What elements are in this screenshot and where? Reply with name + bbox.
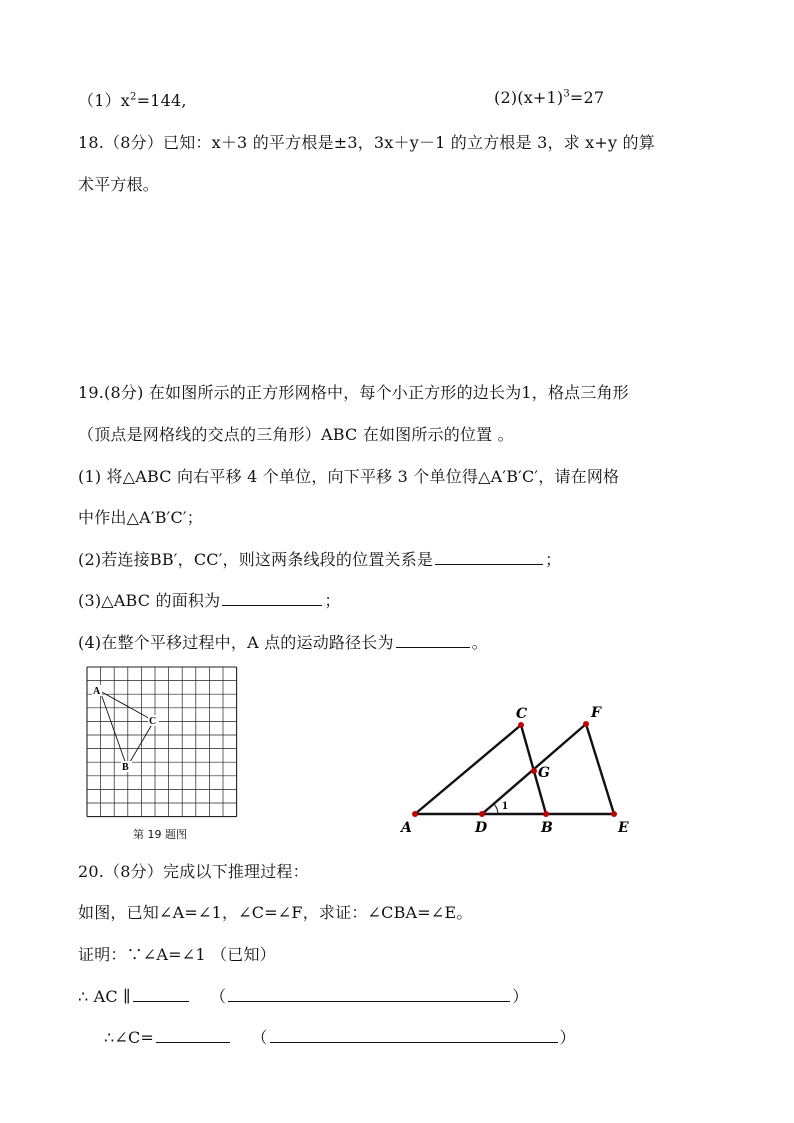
q20-line5-paren-open: （ bbox=[251, 1028, 268, 1047]
q19-line3: (1) 将△ABC 向右平移 4 个单位，向下平移 3 个单位得△A′B′C′，请在网格 bbox=[78, 467, 620, 486]
q19-line2: （顶点是网格线的交点的三角形）ABC 在如图所示的位置 。 bbox=[78, 425, 514, 444]
triangle-abc bbox=[100, 691, 157, 767]
q20-line5-paren-close: ） bbox=[559, 1028, 576, 1047]
q20-line4-paren-open: （ bbox=[210, 987, 227, 1006]
geo-label-a: A bbox=[401, 820, 412, 835]
q19-line4: 中作出△A′B′C′； bbox=[78, 508, 203, 527]
q17-part2-exponent: 3 bbox=[563, 88, 570, 100]
geo-label-d: D bbox=[475, 820, 488, 835]
geo-label-angle-1: 1 bbox=[502, 798, 508, 812]
point-f bbox=[583, 721, 589, 727]
point-g bbox=[531, 768, 537, 774]
q20-line4-paren-close: ） bbox=[512, 987, 529, 1006]
point-c bbox=[518, 722, 524, 728]
answer-blank-reason-1[interactable] bbox=[228, 987, 510, 1002]
geo-label-b: B bbox=[541, 820, 553, 835]
q19-line6-end: ； bbox=[324, 591, 341, 610]
q19-line7-text: (4)在整个平移过程中，A 点的运动路径长为 bbox=[78, 633, 394, 652]
q19-line5-end: ； bbox=[545, 550, 562, 569]
answer-blank-parallel-line[interactable] bbox=[133, 987, 189, 1002]
q17-part2 bbox=[494, 88, 604, 107]
q17-part1-suffix: =144, bbox=[136, 91, 187, 110]
point-e bbox=[611, 811, 617, 817]
point-b bbox=[543, 811, 549, 817]
q19-line6 bbox=[78, 588, 341, 611]
q17-part2-suffix: =27 bbox=[569, 88, 605, 107]
q20-line1: 20.（8分）完成以下推理过程： bbox=[78, 862, 309, 881]
geo-label-c: C bbox=[516, 706, 528, 722]
q20-line5-prefix: ∴∠C= bbox=[104, 1028, 155, 1047]
grid-figure bbox=[84, 664, 244, 824]
answer-blank-path-length[interactable] bbox=[396, 633, 470, 648]
q17-part2-prefix: (2)(x+1) bbox=[494, 88, 564, 107]
grid-figure-caption: 第 19 题图 bbox=[133, 828, 187, 841]
grid-label-a: A bbox=[93, 686, 101, 697]
q19-line1: 19.(8分) 在如图所示的正方形网格中，每个小正方形的边长为1，格点三角形 bbox=[78, 383, 629, 402]
point-a bbox=[412, 811, 418, 817]
line-fe bbox=[586, 724, 614, 814]
q20-line5 bbox=[104, 1025, 576, 1048]
vertex-points bbox=[412, 721, 617, 817]
q17-part1 bbox=[78, 88, 187, 111]
grid-label-c: C bbox=[149, 716, 157, 727]
answer-blank-reason-2[interactable] bbox=[270, 1028, 558, 1043]
q18-line2: 术平方根。 bbox=[78, 175, 160, 194]
answer-blank-area[interactable] bbox=[222, 591, 322, 606]
q19-line6-text: (3)△ABC 的面积为 bbox=[78, 591, 221, 610]
geo-label-g: G bbox=[538, 765, 550, 781]
q19-line5-text: (2)若连接BB′，CC′，则这两条线段的位置关系是 bbox=[78, 550, 434, 569]
grid-label-b: B bbox=[122, 762, 129, 773]
q19-line7-end: 。 bbox=[471, 633, 488, 652]
q20-line2: 如图，已知∠A=∠1，∠C=∠F，求证：∠CBA=∠E。 bbox=[78, 903, 473, 922]
q19-line5 bbox=[78, 547, 561, 570]
point-d bbox=[479, 811, 485, 817]
angle-1-arc bbox=[494, 804, 498, 814]
q20-line4-prefix: ∴ AC ∥ bbox=[78, 987, 131, 1006]
q17-part1-exponent: 2 bbox=[130, 91, 137, 103]
q18-line1: 18.（8分）已知：x＋3 的平方根是±3，3x＋y－1 的立方根是 3，求 x+y 的算 bbox=[78, 133, 655, 152]
geo-label-e: E bbox=[618, 820, 629, 835]
answer-blank-position-relation[interactable] bbox=[435, 550, 543, 565]
q19-line7 bbox=[78, 630, 488, 653]
geo-label-f: F bbox=[591, 705, 601, 721]
answer-blank-angle-c[interactable] bbox=[156, 1028, 230, 1043]
q20-line3: 证明：∵∠A=∠1 （已知） bbox=[78, 945, 276, 964]
geometry-figure bbox=[398, 700, 648, 835]
grid-lines bbox=[87, 667, 237, 817]
q20-line4 bbox=[78, 984, 528, 1007]
q17-part1-prefix: （1）x bbox=[78, 91, 131, 110]
